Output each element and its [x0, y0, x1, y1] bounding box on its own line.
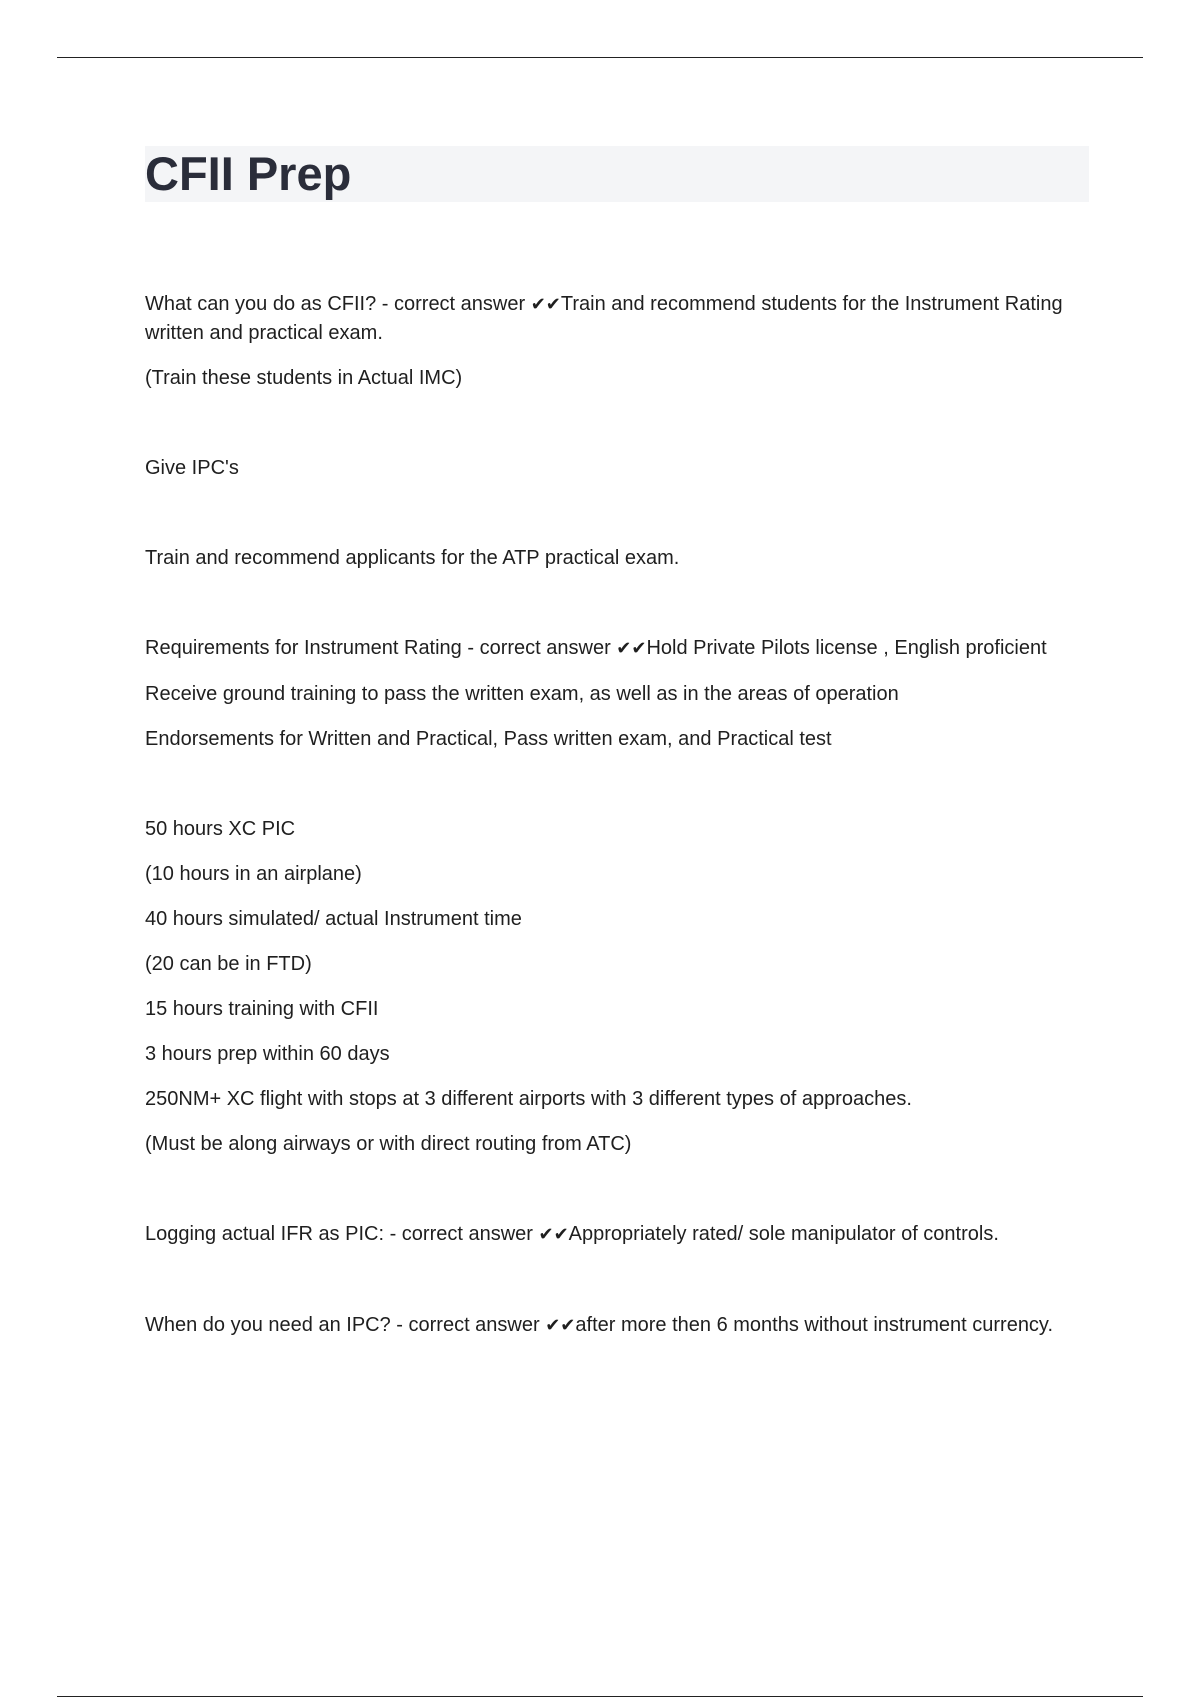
spacer	[145, 499, 1085, 544]
qa-2-answer-line-2: Receive ground training to pass the written exam, as well as in the areas of operation	[145, 683, 899, 705]
header-rule	[57, 57, 1143, 58]
qa-4-question: When do you need an IPC? - correct answer	[145, 1314, 546, 1336]
qa-2-answer-line-5: 50 hours XC PIC	[145, 818, 296, 840]
qa-2-answer-line-11: 250NM+ XC flight with stops at 3 different airports with 3 different types of approaches.	[145, 1088, 912, 1110]
checkmark-icon: ✔✔	[530, 294, 561, 315]
qa-1-question: What can you do as CFII? - correct answer	[145, 293, 531, 315]
qa-2-answer-line-9: 15 hours training with CFII	[145, 998, 379, 1020]
qa-4-first-line	[145, 1311, 1085, 1340]
spacer	[145, 770, 1085, 815]
document-body	[145, 290, 1085, 1357]
qa-3-answer-line-1: Appropriately rated/ sole manipulator of controls.	[568, 1223, 999, 1245]
spacer	[145, 1175, 1085, 1220]
spacer	[145, 409, 1085, 454]
spacer	[145, 1266, 1085, 1311]
qa-1-answer-line-4: Give IPC's	[145, 457, 239, 479]
checkmark-icon: ✔✔	[545, 1315, 576, 1336]
qa-2-answer-line-12: (Must be along airways or with direct routing from ATC)	[145, 1133, 632, 1155]
checkmark-icon: ✔✔	[616, 638, 647, 659]
page-title: CFII Prep	[145, 147, 352, 200]
qa-2-answer-line-1: Hold Private Pilots license , English proficient	[646, 637, 1047, 659]
spacer	[145, 589, 1085, 634]
qa-2-answer-line-6: (10 hours in an airplane)	[145, 863, 362, 885]
checkmark-icon: ✔✔	[538, 1224, 569, 1245]
qa-3-question: Logging actual IFR as PIC: - correct answer	[145, 1223, 539, 1245]
qa-1-answer-line-6: Train and recommend applicants for the ATP practical exam.	[145, 547, 680, 569]
footer-rule	[57, 1696, 1143, 1697]
qa-1-answer-line-1: Train and recommend students for the Instrument Rating written and practical exam.	[145, 293, 1063, 344]
qa-1-answer-line-2: (Train these students in Actual IMC)	[145, 367, 463, 389]
qa-2-answer-line-7: 40 hours simulated/ actual Instrument time	[145, 908, 522, 930]
qa-2-question: Requirements for Instrument Rating - correct answer	[145, 637, 617, 659]
qa-2-answer-line-10: 3 hours prep within 60 days	[145, 1043, 390, 1065]
qa-2-answer-line-8: (20 can be in FTD)	[145, 953, 312, 975]
qa-4-answer-line-1: after more then 6 months without instrument currency.	[575, 1314, 1054, 1336]
qa-1-first-line	[145, 290, 1085, 347]
qa-2-first-line	[145, 634, 1085, 663]
qa-3-first-line	[145, 1220, 1085, 1249]
qa-2-answer-line-3: Endorsements for Written and Practical, Pass written exam, and Practical test	[145, 728, 832, 750]
